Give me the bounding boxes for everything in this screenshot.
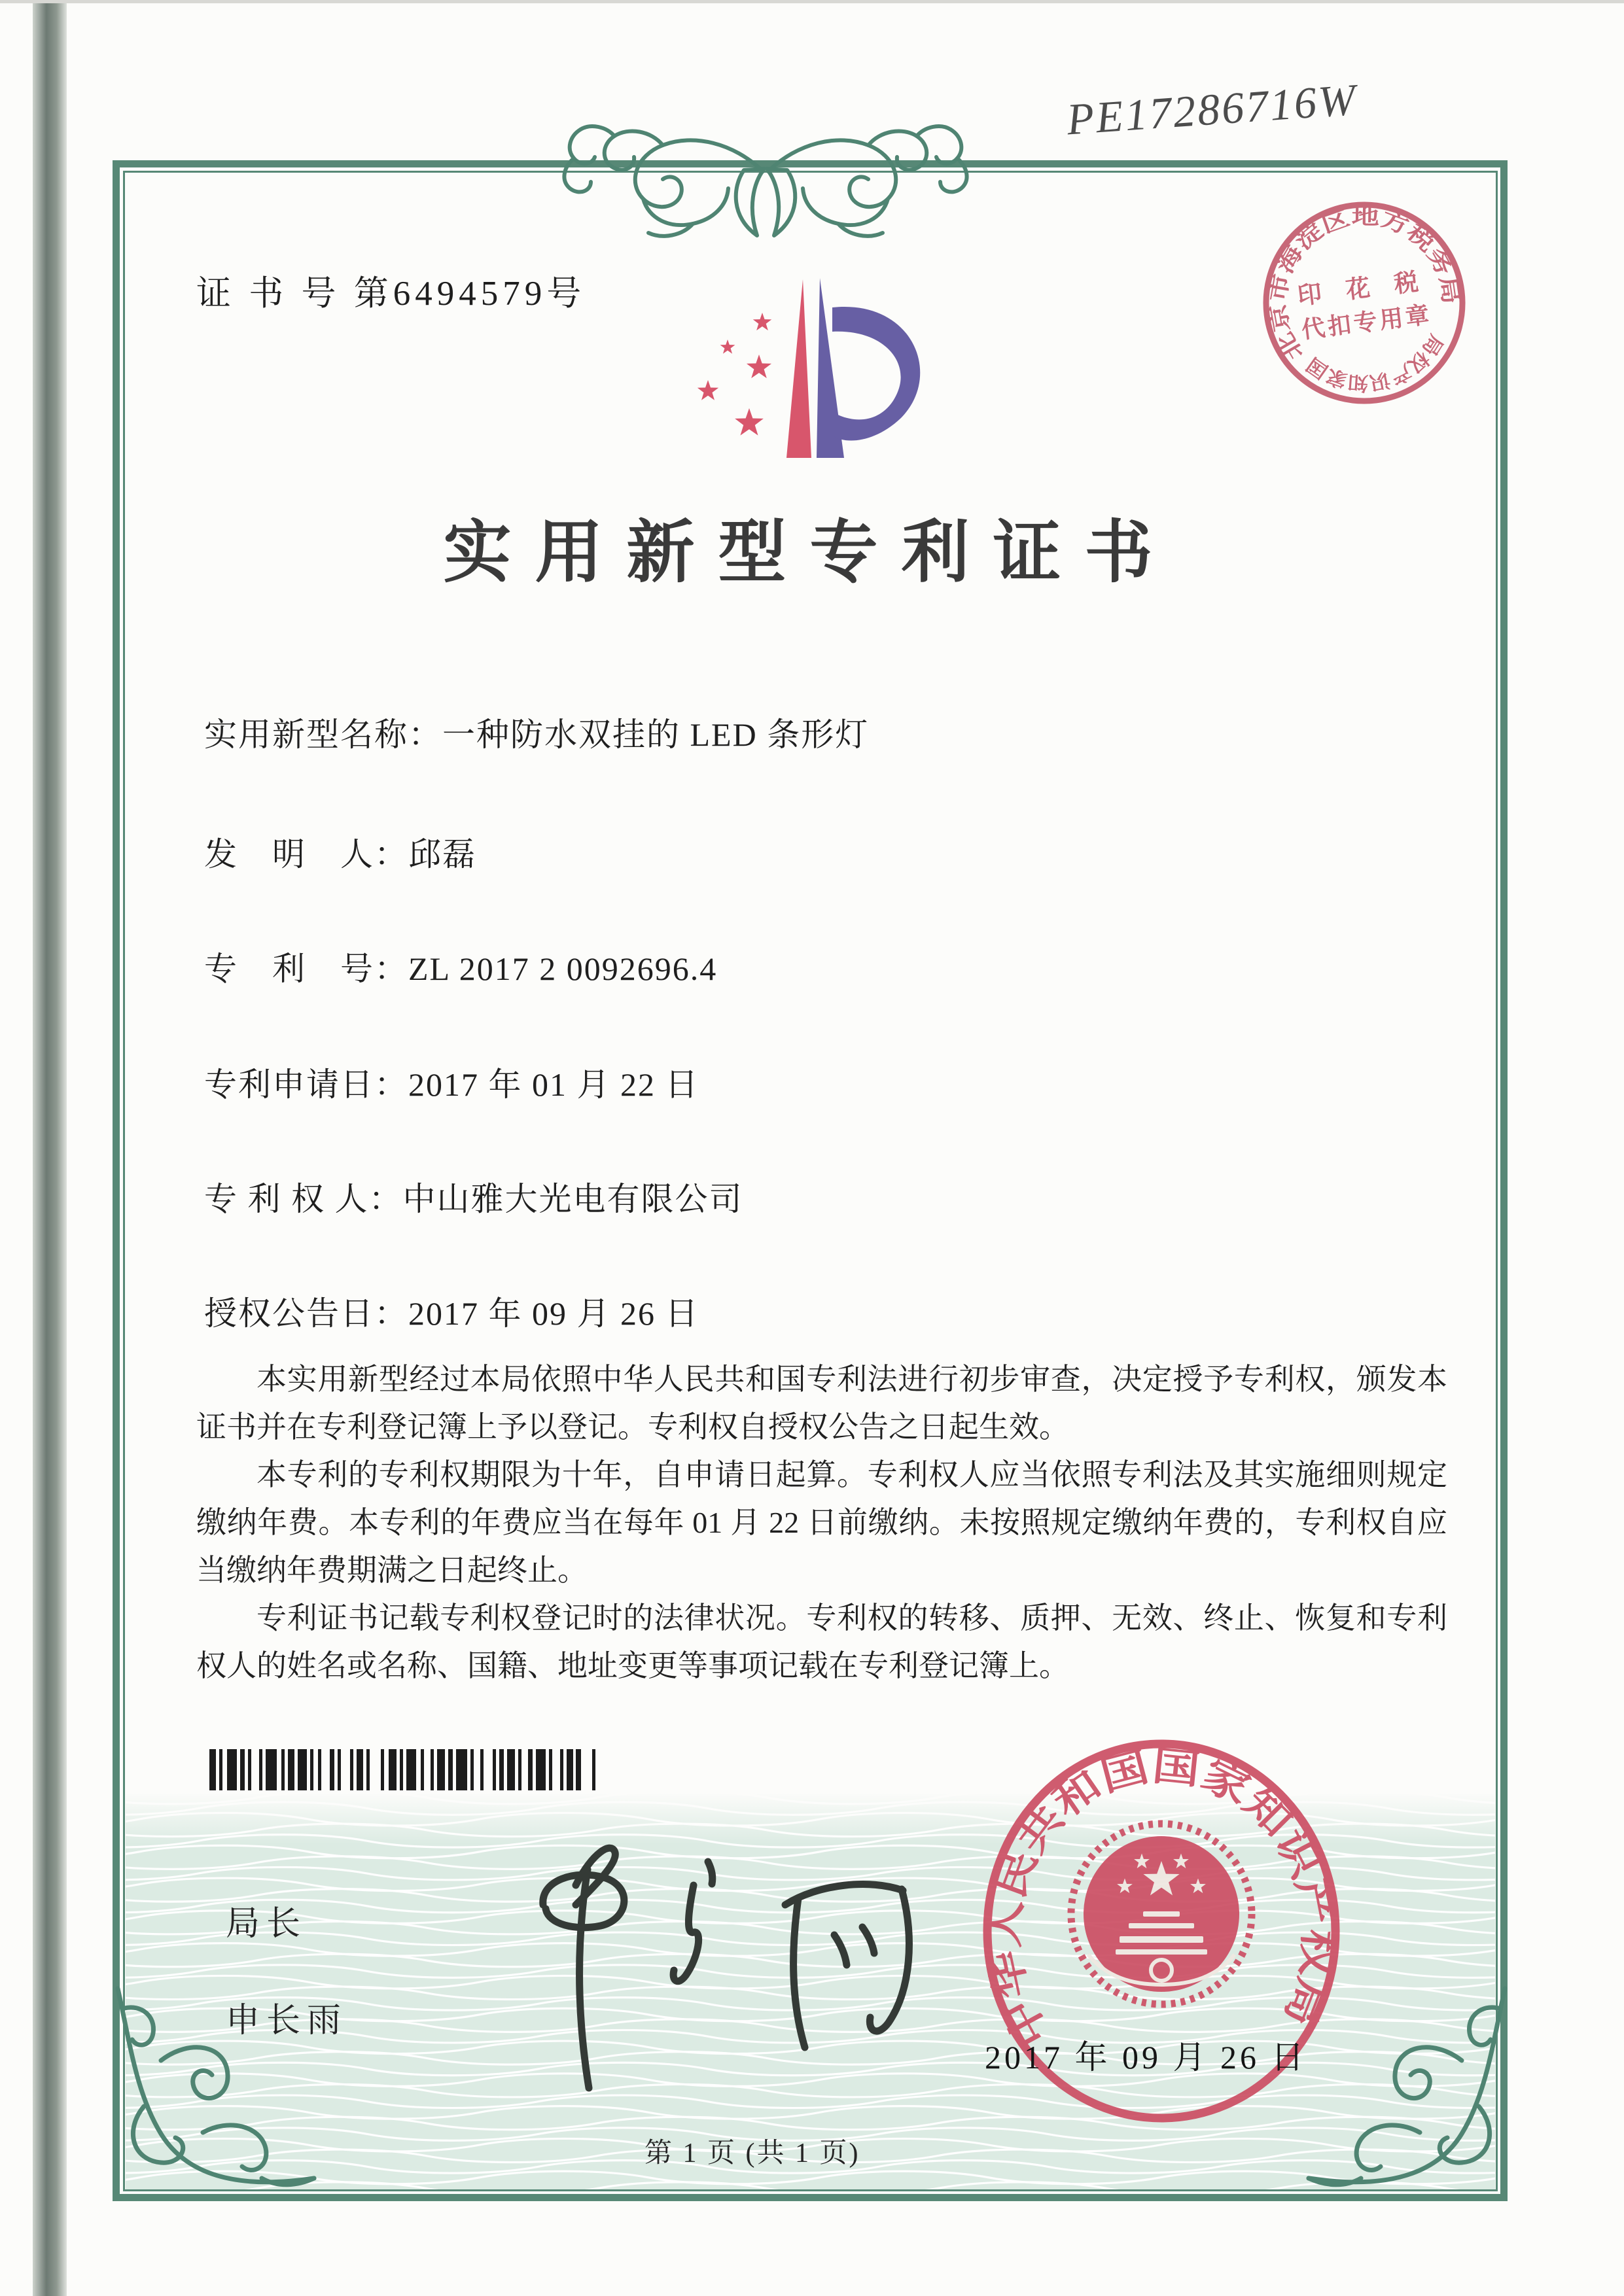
handwritten-code: PE17286716W <box>1065 74 1359 145</box>
barcode <box>209 1749 628 1790</box>
page-footer: 第 1 页 (共 1 页) <box>644 2138 860 2168</box>
national-emblem-icon <box>1071 1824 1252 2004</box>
field-label: 专 利 权 人： <box>204 1181 403 1217</box>
seal-date: 2017 年 09 月 26 日 <box>985 2039 1307 2076</box>
field-label: 授权公告日： <box>204 1295 408 1332</box>
document-title: 实用新型专利证书 <box>443 515 1176 591</box>
tax-stamp-line2: 代扣专用章 <box>1299 301 1434 343</box>
scan-edge-band <box>33 0 67 2296</box>
field-label: 专 利 号： <box>204 950 408 987</box>
field-value: 邱磊 <box>408 836 476 873</box>
legal-text-block <box>196 1355 1447 1690</box>
director-name: 申长雨 <box>226 2002 348 2040</box>
field-value: ZL 2017 2 0092696.4 <box>408 950 718 987</box>
scan-edge-top <box>0 0 1624 3</box>
field-inventor <box>204 828 476 875</box>
tax-stamp-top-text: 北京市海淀区地方税务局 <box>1266 205 1462 364</box>
field-utility-model-name <box>204 708 869 756</box>
legal-paragraph-2: 本专利的专利权期限为十年，自申请日起算。专利权人应当依照专利法及其实施细则规定缴纳年费。本专利的年费应当在每年 01 月 22 日前缴纳。未按照规定缴纳年费的，专利权自应当缴纳年费期满之日起终止。 <box>196 1458 1447 1587</box>
field-value: 2017 年 09 月 26 日 <box>408 1295 699 1332</box>
dragon-ornament-icon <box>520 110 1011 257</box>
cnipa-logo-icon <box>687 271 936 468</box>
tax-stamp-bottom-text: 局权产识知家国 <box>1303 330 1447 394</box>
field-label: 实用新型名称： <box>204 716 442 753</box>
field-label: 专利申请日： <box>204 1066 408 1103</box>
field-grant-date <box>204 1287 699 1334</box>
field-value: 一种防水双挂的 LED 条形灯 <box>442 716 870 753</box>
certificate-number: 证 书 号 第6494579号 <box>196 275 586 313</box>
seal-ring-text: 中华人民共和国国家知识产权局 <box>982 1743 1341 2054</box>
cnipa-official-seal <box>960 1720 1363 2142</box>
field-patentee <box>204 1173 743 1220</box>
field-patent-number <box>204 943 717 990</box>
director-title-label: 局长 <box>226 1905 308 1943</box>
legal-paragraph-1: 本实用新型经过本局依照中华人民共和国专利法进行初步审查，决定授予专利权，颁发本证书并在专利登记簿上予以登记。专利权自授权公告之日起生效。 <box>196 1363 1447 1444</box>
tax-stamp-line1: 印 花 税 <box>1296 268 1429 311</box>
field-label: 发 明 人： <box>204 836 408 873</box>
field-filing-date <box>204 1058 699 1105</box>
legal-paragraph-3: 专利证书记载专利权登记时的法律状况。专利权的转移、质押、无效、终止、恢复和专利权人的姓名或名称、国籍、地址变更等事项记载在专利登记簿上。 <box>196 1601 1447 1682</box>
field-value: 2017 年 01 月 22 日 <box>408 1066 699 1103</box>
field-value: 中山雅大光电有限公司 <box>402 1181 743 1217</box>
director-signature <box>478 1807 975 2095</box>
tax-stamp-seal <box>1248 186 1481 420</box>
